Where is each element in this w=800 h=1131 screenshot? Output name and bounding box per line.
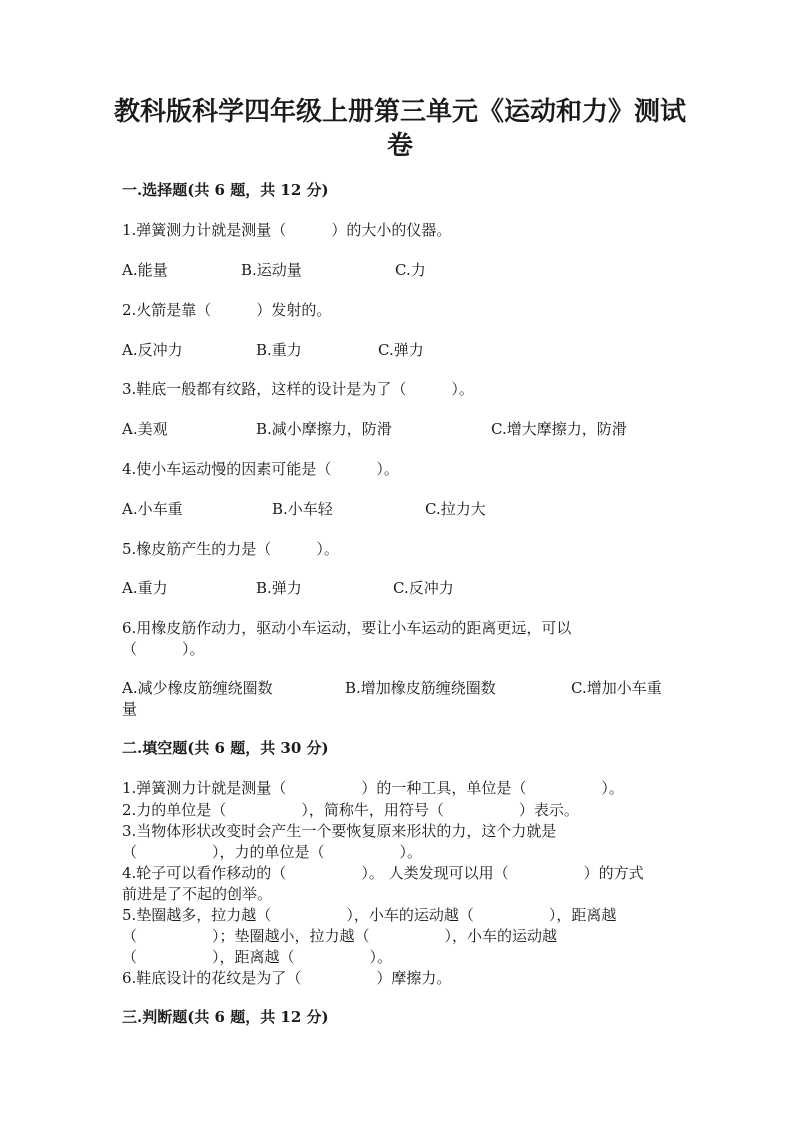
choice-q4-option-b: B.小车轻 <box>272 500 333 518</box>
fill-line: 3.当物体形状改变时会产生一个要恢复原来形状的力，这个力就是 <box>122 822 557 840</box>
fill-line: （ ），力的单位是（ ）。 <box>122 843 423 861</box>
choice-q4-option-c: C.拉力大 <box>425 500 486 518</box>
choice-q6-option-b: B.增加橡皮筋缠绕圈数 <box>345 679 496 697</box>
choice-q3-option-a: A.美观 <box>122 420 168 438</box>
choice-q5-option-c: C.反冲力 <box>393 579 454 597</box>
choice-q6-option-c: C.增加小车重 <box>571 679 662 697</box>
fill-line: 2.力的单位是（ ），简称牛，用符号（ ）表示。 <box>122 801 579 819</box>
choice-q2-option-c: C.弹力 <box>378 341 424 359</box>
fill-line: 1.弹簧测力计就是测量（ ）的一种工具，单位是（ ）。 <box>122 779 624 797</box>
fill-line: 前进是了不起的创举。 <box>122 885 273 903</box>
choice-question-4: 4.使小车运动慢的因素可能是（ ）。 <box>122 460 399 478</box>
choice-q2-option-a: A.反冲力 <box>122 341 183 359</box>
section-fill-header: 二.填空题(共 6 题，共 30 分) <box>122 739 329 757</box>
exam-title-line1: 教科版科学四年级上册第三单元《运动和力》测试 <box>113 97 686 127</box>
choice-question-2: 2.火箭是靠（ ）发射的。 <box>122 301 332 319</box>
choice-question-6-line1: 6.用橡皮筋作动力，驱动小车运动，要让小车运动的距离更远，可以 <box>122 619 572 637</box>
choice-q1-option-b: B.运动量 <box>241 261 302 279</box>
choice-question-3: 3.鞋底一般都有纹路，这样的设计是为了（ ）。 <box>122 380 474 398</box>
choice-q3-option-c: C.增大摩擦力，防滑 <box>491 420 627 438</box>
choice-question-1: 1.弹簧测力计就是测量（ ）的大小的仪器。 <box>122 221 452 239</box>
choice-question-6-line2: （ ）。 <box>122 640 205 658</box>
choice-q5-option-b: B.弹力 <box>256 579 302 597</box>
choice-q2-option-b: B.重力 <box>256 341 302 359</box>
choice-q1-option-a: A.能量 <box>122 261 168 279</box>
fill-line: 4.轮子可以看作移动的（ ）。 人类发现可以用（ ）的方式 <box>122 864 644 882</box>
choice-q4-option-a: A.小车重 <box>122 500 183 518</box>
choice-q6-option-a: A.减少橡皮筋缠绕圈数 <box>122 679 273 697</box>
fill-line: （ ），距离越（ ）。 <box>122 948 393 966</box>
fill-line: 5.垫圈越多，拉力越（ ），小车的运动越（ ），距离越 <box>122 906 617 924</box>
fill-line: （ ）；垫圈越小，拉力越（ ），小车的运动越 <box>122 927 558 945</box>
section-judge-header: 三.判断题(共 6 题，共 12 分) <box>122 1008 329 1026</box>
choice-q5-option-a: A.重力 <box>122 579 168 597</box>
exam-title-line2: 卷 <box>386 131 413 161</box>
fill-line: 6.鞋底设计的花纹是为了（ ）摩擦力。 <box>122 969 452 987</box>
section-choice-header: 一.选择题(共 6 题，共 12 分) <box>122 181 329 199</box>
choice-q6-option-c-wrap: 量 <box>122 700 138 718</box>
choice-question-5: 5.橡皮筋产生的力是（ ）。 <box>122 540 339 558</box>
choice-q3-option-b: B.减小摩擦力，防滑 <box>256 420 392 438</box>
choice-q1-option-c: C.力 <box>395 261 426 279</box>
